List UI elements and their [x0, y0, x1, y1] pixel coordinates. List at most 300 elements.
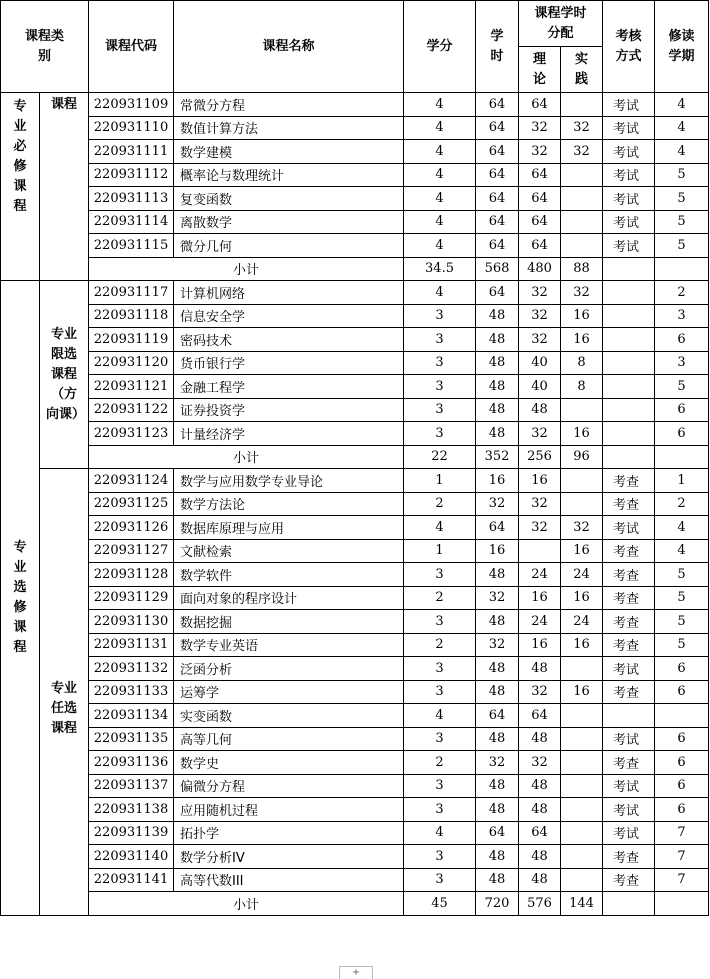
course-semester: 5	[655, 234, 709, 258]
course-practice: 16	[561, 680, 603, 704]
course-semester: 6	[655, 398, 709, 422]
course-code: 220931120	[89, 351, 174, 375]
course-name: 计算机网络	[174, 281, 404, 305]
course-practice: 16	[561, 304, 603, 328]
subtotal-semester	[655, 445, 709, 469]
course-exam	[603, 328, 655, 352]
course-theory: 64	[519, 210, 561, 234]
course-practice	[561, 187, 603, 211]
header-distribution: 课程学时分配	[519, 1, 603, 47]
course-code: 220931119	[89, 328, 174, 352]
course-code: 220931137	[89, 774, 174, 798]
course-exam: 考试	[603, 798, 655, 822]
subcategory-restricted: 专业限选课程（方向课）	[40, 281, 89, 469]
course-name: 信息安全学	[174, 304, 404, 328]
course-semester: 5	[655, 633, 709, 657]
course-code: 220931133	[89, 680, 174, 704]
course-name: 数学分析IV	[174, 845, 404, 869]
course-practice	[561, 751, 603, 775]
course-name: 文献检索	[174, 539, 404, 563]
course-code: 220931141	[89, 868, 174, 892]
course-theory: 64	[519, 93, 561, 117]
course-name: 证券投资学	[174, 398, 404, 422]
course-theory: 32	[519, 140, 561, 164]
header-credit: 学分	[404, 1, 476, 93]
course-hours: 64	[476, 516, 519, 540]
course-credit: 3	[404, 774, 476, 798]
course-theory: 32	[519, 281, 561, 305]
course-hours: 48	[476, 798, 519, 822]
course-credit: 3	[404, 398, 476, 422]
course-exam: 考试	[603, 187, 655, 211]
header-exam: 考核方式	[603, 1, 655, 93]
course-semester: 6	[655, 798, 709, 822]
course-practice	[561, 868, 603, 892]
course-practice: 32	[561, 140, 603, 164]
course-name: 复变函数	[174, 187, 404, 211]
course-name: 数学史	[174, 751, 404, 775]
course-name: 数学与应用数学专业导论	[174, 469, 404, 493]
course-credit: 3	[404, 304, 476, 328]
course-name: 数据挖掘	[174, 610, 404, 634]
course-credit: 4	[404, 140, 476, 164]
course-hours: 48	[476, 680, 519, 704]
course-credit: 4	[404, 281, 476, 305]
category-compulsory	[1, 93, 40, 281]
table-row	[1, 281, 709, 305]
course-semester: 6	[655, 680, 709, 704]
course-practice	[561, 704, 603, 728]
course-credit: 2	[404, 751, 476, 775]
course-exam: 考试	[603, 93, 655, 117]
course-name: 高等几何	[174, 727, 404, 751]
subtotal-theory: 256	[519, 445, 561, 469]
add-sheet-tab[interactable]: +	[339, 966, 373, 979]
course-name: 密码技术	[174, 328, 404, 352]
course-semester: 3	[655, 304, 709, 328]
course-code: 220931123	[89, 422, 174, 446]
course-name: 高等代数III	[174, 868, 404, 892]
table-row	[1, 398, 709, 422]
course-exam: 考查	[603, 539, 655, 563]
course-name: 离散数学	[174, 210, 404, 234]
course-code: 220931124	[89, 469, 174, 493]
course-name: 计量经济学	[174, 422, 404, 446]
course-exam	[603, 375, 655, 399]
course-name: 数值计算方法	[174, 116, 404, 140]
course-theory: 48	[519, 798, 561, 822]
course-hours: 48	[476, 398, 519, 422]
course-practice	[561, 398, 603, 422]
course-credit: 3	[404, 798, 476, 822]
course-credit: 3	[404, 610, 476, 634]
course-semester: 2	[655, 281, 709, 305]
course-exam	[603, 281, 655, 305]
table-row	[1, 774, 709, 798]
table-row	[1, 539, 709, 563]
course-practice: 16	[561, 633, 603, 657]
course-practice	[561, 774, 603, 798]
course-exam	[603, 422, 655, 446]
course-credit: 4	[404, 821, 476, 845]
course-code: 220931121	[89, 375, 174, 399]
course-theory: 32	[519, 492, 561, 516]
header-category: 课程类别	[1, 1, 89, 93]
course-practice: 16	[561, 328, 603, 352]
table-row	[1, 610, 709, 634]
course-credit: 2	[404, 492, 476, 516]
subtotal-label: 小计	[89, 445, 404, 469]
header-theory: 理论	[519, 47, 561, 93]
subtotal-exam	[603, 257, 655, 281]
subtotal-exam	[603, 445, 655, 469]
course-code: 220931111	[89, 140, 174, 164]
course-hours: 16	[476, 539, 519, 563]
course-exam: 考查	[603, 610, 655, 634]
course-name: 常微分方程	[174, 93, 404, 117]
course-credit: 3	[404, 351, 476, 375]
table-row	[1, 633, 709, 657]
course-semester: 6	[655, 751, 709, 775]
table-row	[1, 845, 709, 869]
subcategory-optional: 专业任选课程	[40, 469, 89, 916]
course-exam: 考试	[603, 116, 655, 140]
course-code: 220931129	[89, 586, 174, 610]
course-hours: 64	[476, 187, 519, 211]
course-theory: 64	[519, 704, 561, 728]
course-exam: 考查	[603, 868, 655, 892]
subtotal-practice: 144	[561, 892, 603, 916]
course-hours: 48	[476, 845, 519, 869]
course-name: 应用随机过程	[174, 798, 404, 822]
course-semester: 6	[655, 727, 709, 751]
course-practice	[561, 727, 603, 751]
course-code: 220931131	[89, 633, 174, 657]
course-semester: 5	[655, 586, 709, 610]
table-row	[1, 422, 709, 446]
course-credit: 1	[404, 469, 476, 493]
table-row	[1, 187, 709, 211]
course-hours: 64	[476, 163, 519, 187]
course-theory: 16	[519, 586, 561, 610]
course-hours: 48	[476, 610, 519, 634]
course-code: 220931126	[89, 516, 174, 540]
course-theory: 64	[519, 234, 561, 258]
course-practice: 16	[561, 586, 603, 610]
table-row	[1, 657, 709, 681]
course-credit: 4	[404, 163, 476, 187]
subtotal-credit: 22	[404, 445, 476, 469]
course-semester: 7	[655, 868, 709, 892]
course-semester: 2	[655, 492, 709, 516]
course-practice	[561, 657, 603, 681]
course-practice	[561, 234, 603, 258]
course-semester: 4	[655, 116, 709, 140]
course-theory: 16	[519, 469, 561, 493]
table-row	[1, 234, 709, 258]
subtotal-credit: 45	[404, 892, 476, 916]
course-theory: 48	[519, 774, 561, 798]
course-code: 220931113	[89, 187, 174, 211]
course-exam: 考查	[603, 563, 655, 587]
table-row	[1, 704, 709, 728]
course-theory: 24	[519, 563, 561, 587]
course-exam: 考试	[603, 210, 655, 234]
course-code: 220931132	[89, 657, 174, 681]
course-credit: 3	[404, 727, 476, 751]
course-hours: 48	[476, 563, 519, 587]
course-practice: 24	[561, 610, 603, 634]
course-theory: 40	[519, 375, 561, 399]
course-practice	[561, 492, 603, 516]
course-code: 220931128	[89, 563, 174, 587]
header-code: 课程代码	[89, 1, 174, 93]
course-practice: 24	[561, 563, 603, 587]
table-row	[1, 116, 709, 140]
course-semester: 7	[655, 821, 709, 845]
subtotal-row	[1, 892, 709, 916]
course-practice: 8	[561, 351, 603, 375]
table-row	[1, 680, 709, 704]
table-row	[1, 375, 709, 399]
course-semester: 5	[655, 187, 709, 211]
course-practice	[561, 845, 603, 869]
course-credit: 3	[404, 680, 476, 704]
course-semester: 4	[655, 93, 709, 117]
course-code: 220931134	[89, 704, 174, 728]
course-name: 货币银行学	[174, 351, 404, 375]
course-semester: 3	[655, 351, 709, 375]
course-credit: 3	[404, 328, 476, 352]
course-credit: 4	[404, 210, 476, 234]
table-row	[1, 751, 709, 775]
course-exam	[603, 398, 655, 422]
course-semester: 4	[655, 516, 709, 540]
course-practice	[561, 798, 603, 822]
course-semester: 6	[655, 422, 709, 446]
table-row	[1, 304, 709, 328]
subtotal-label: 小计	[89, 257, 404, 281]
course-theory: 32	[519, 116, 561, 140]
course-code: 220931109	[89, 93, 174, 117]
header-semester: 修读学期	[655, 1, 709, 93]
course-code: 220931112	[89, 163, 174, 187]
course-name: 概率论与数理统计	[174, 163, 404, 187]
course-hours: 32	[476, 751, 519, 775]
course-exam: 考查	[603, 633, 655, 657]
subtotal-semester	[655, 257, 709, 281]
course-theory: 24	[519, 610, 561, 634]
course-code: 220931118	[89, 304, 174, 328]
course-hours: 64	[476, 116, 519, 140]
subtotal-theory: 576	[519, 892, 561, 916]
subtotal-exam	[603, 892, 655, 916]
course-credit: 4	[404, 93, 476, 117]
course-semester: 5	[655, 210, 709, 234]
course-exam: 考试	[603, 774, 655, 798]
course-name: 面向对象的程序设计	[174, 586, 404, 610]
table-row	[1, 140, 709, 164]
table-row	[1, 210, 709, 234]
course-name: 数学方法论	[174, 492, 404, 516]
subtotal-credit: 34.5	[404, 257, 476, 281]
course-hours: 32	[476, 633, 519, 657]
course-credit: 1	[404, 539, 476, 563]
course-credit: 4	[404, 234, 476, 258]
course-hours: 32	[476, 586, 519, 610]
course-hours: 48	[476, 868, 519, 892]
course-semester: 6	[655, 657, 709, 681]
course-exam: 考查	[603, 586, 655, 610]
course-name: 微分几何	[174, 234, 404, 258]
course-semester: 4	[655, 539, 709, 563]
course-code: 220931110	[89, 116, 174, 140]
course-hours: 48	[476, 304, 519, 328]
course-hours: 48	[476, 375, 519, 399]
course-theory: 32	[519, 422, 561, 446]
course-exam: 考查	[603, 492, 655, 516]
course-code: 220931127	[89, 539, 174, 563]
course-hours: 48	[476, 328, 519, 352]
course-credit: 4	[404, 516, 476, 540]
course-name: 数学建模	[174, 140, 404, 164]
course-hours: 64	[476, 140, 519, 164]
course-credit: 2	[404, 586, 476, 610]
course-semester: 1	[655, 469, 709, 493]
header-name: 课程名称	[174, 1, 404, 93]
subtotal-hours: 720	[476, 892, 519, 916]
course-semester: 5	[655, 375, 709, 399]
course-semester: 5	[655, 163, 709, 187]
subtotal-hours: 568	[476, 257, 519, 281]
course-semester: 7	[655, 845, 709, 869]
course-code: 220931114	[89, 210, 174, 234]
header-practice: 实践	[561, 47, 603, 93]
course-credit: 3	[404, 563, 476, 587]
subtotal-practice: 96	[561, 445, 603, 469]
course-practice	[561, 163, 603, 187]
course-name: 实变函数	[174, 704, 404, 728]
course-exam: 考查	[603, 469, 655, 493]
course-code: 220931140	[89, 845, 174, 869]
course-exam: 考试	[603, 516, 655, 540]
course-theory: 32	[519, 751, 561, 775]
course-exam: 考试	[603, 234, 655, 258]
table-row	[1, 492, 709, 516]
course-practice	[561, 210, 603, 234]
course-hours: 64	[476, 234, 519, 258]
table-row	[1, 563, 709, 587]
course-exam	[603, 704, 655, 728]
course-theory	[519, 539, 561, 563]
course-semester: 6	[655, 328, 709, 352]
course-name: 运筹学	[174, 680, 404, 704]
course-exam: 考查	[603, 845, 655, 869]
subtotal-theory: 480	[519, 257, 561, 281]
course-theory: 16	[519, 633, 561, 657]
course-theory: 64	[519, 821, 561, 845]
course-name: 数据库原理与应用	[174, 516, 404, 540]
course-practice: 8	[561, 375, 603, 399]
table-row	[1, 821, 709, 845]
course-practice	[561, 469, 603, 493]
subtotal-row	[1, 445, 709, 469]
course-code: 220931135	[89, 727, 174, 751]
subtotal-semester	[655, 892, 709, 916]
course-exam: 考查	[603, 680, 655, 704]
subtotal-hours: 352	[476, 445, 519, 469]
course-code: 220931117	[89, 281, 174, 305]
course-theory: 40	[519, 351, 561, 375]
category-compulsory-text: 专业必修课程	[13, 99, 27, 214]
table-row	[1, 469, 709, 493]
course-practice	[561, 93, 603, 117]
course-name: 泛函分析	[174, 657, 404, 681]
course-practice: 16	[561, 422, 603, 446]
course-hours: 48	[476, 351, 519, 375]
table-row	[1, 93, 709, 117]
course-hours: 48	[476, 422, 519, 446]
course-code: 220931138	[89, 798, 174, 822]
table-row	[1, 798, 709, 822]
course-code: 220931136	[89, 751, 174, 775]
course-practice	[561, 821, 603, 845]
course-hours: 48	[476, 657, 519, 681]
course-practice: 32	[561, 116, 603, 140]
course-practice: 16	[561, 539, 603, 563]
course-credit: 2	[404, 633, 476, 657]
table-row	[1, 868, 709, 892]
course-hours: 32	[476, 492, 519, 516]
course-code: 220931130	[89, 610, 174, 634]
course-name: 拓扑学	[174, 821, 404, 845]
course-theory: 64	[519, 187, 561, 211]
course-exam: 考试	[603, 821, 655, 845]
course-hours: 16	[476, 469, 519, 493]
course-credit: 4	[404, 116, 476, 140]
course-practice: 32	[561, 516, 603, 540]
course-exam: 考试	[603, 727, 655, 751]
course-exam: 考试	[603, 163, 655, 187]
course-semester	[655, 704, 709, 728]
course-credit: 3	[404, 657, 476, 681]
course-hours: 64	[476, 704, 519, 728]
course-hours: 64	[476, 210, 519, 234]
course-name: 数学软件	[174, 563, 404, 587]
course-semester: 5	[655, 610, 709, 634]
table-row	[1, 328, 709, 352]
course-theory: 48	[519, 727, 561, 751]
course-exam: 考试	[603, 657, 655, 681]
course-exam	[603, 304, 655, 328]
category-elective	[1, 281, 40, 916]
course-theory: 32	[519, 328, 561, 352]
table-row	[1, 586, 709, 610]
course-theory: 48	[519, 868, 561, 892]
course-code: 220931125	[89, 492, 174, 516]
course-theory: 32	[519, 516, 561, 540]
course-theory: 48	[519, 398, 561, 422]
course-code: 220931122	[89, 398, 174, 422]
course-hours: 64	[476, 821, 519, 845]
course-exam: 考查	[603, 751, 655, 775]
course-credit: 3	[404, 845, 476, 869]
course-name: 偏微分方程	[174, 774, 404, 798]
course-name: 数学专业英语	[174, 633, 404, 657]
category-elective-text: 专业选修课程	[13, 539, 27, 655]
course-hours: 64	[476, 281, 519, 305]
subtotal-label: 小计	[89, 892, 404, 916]
